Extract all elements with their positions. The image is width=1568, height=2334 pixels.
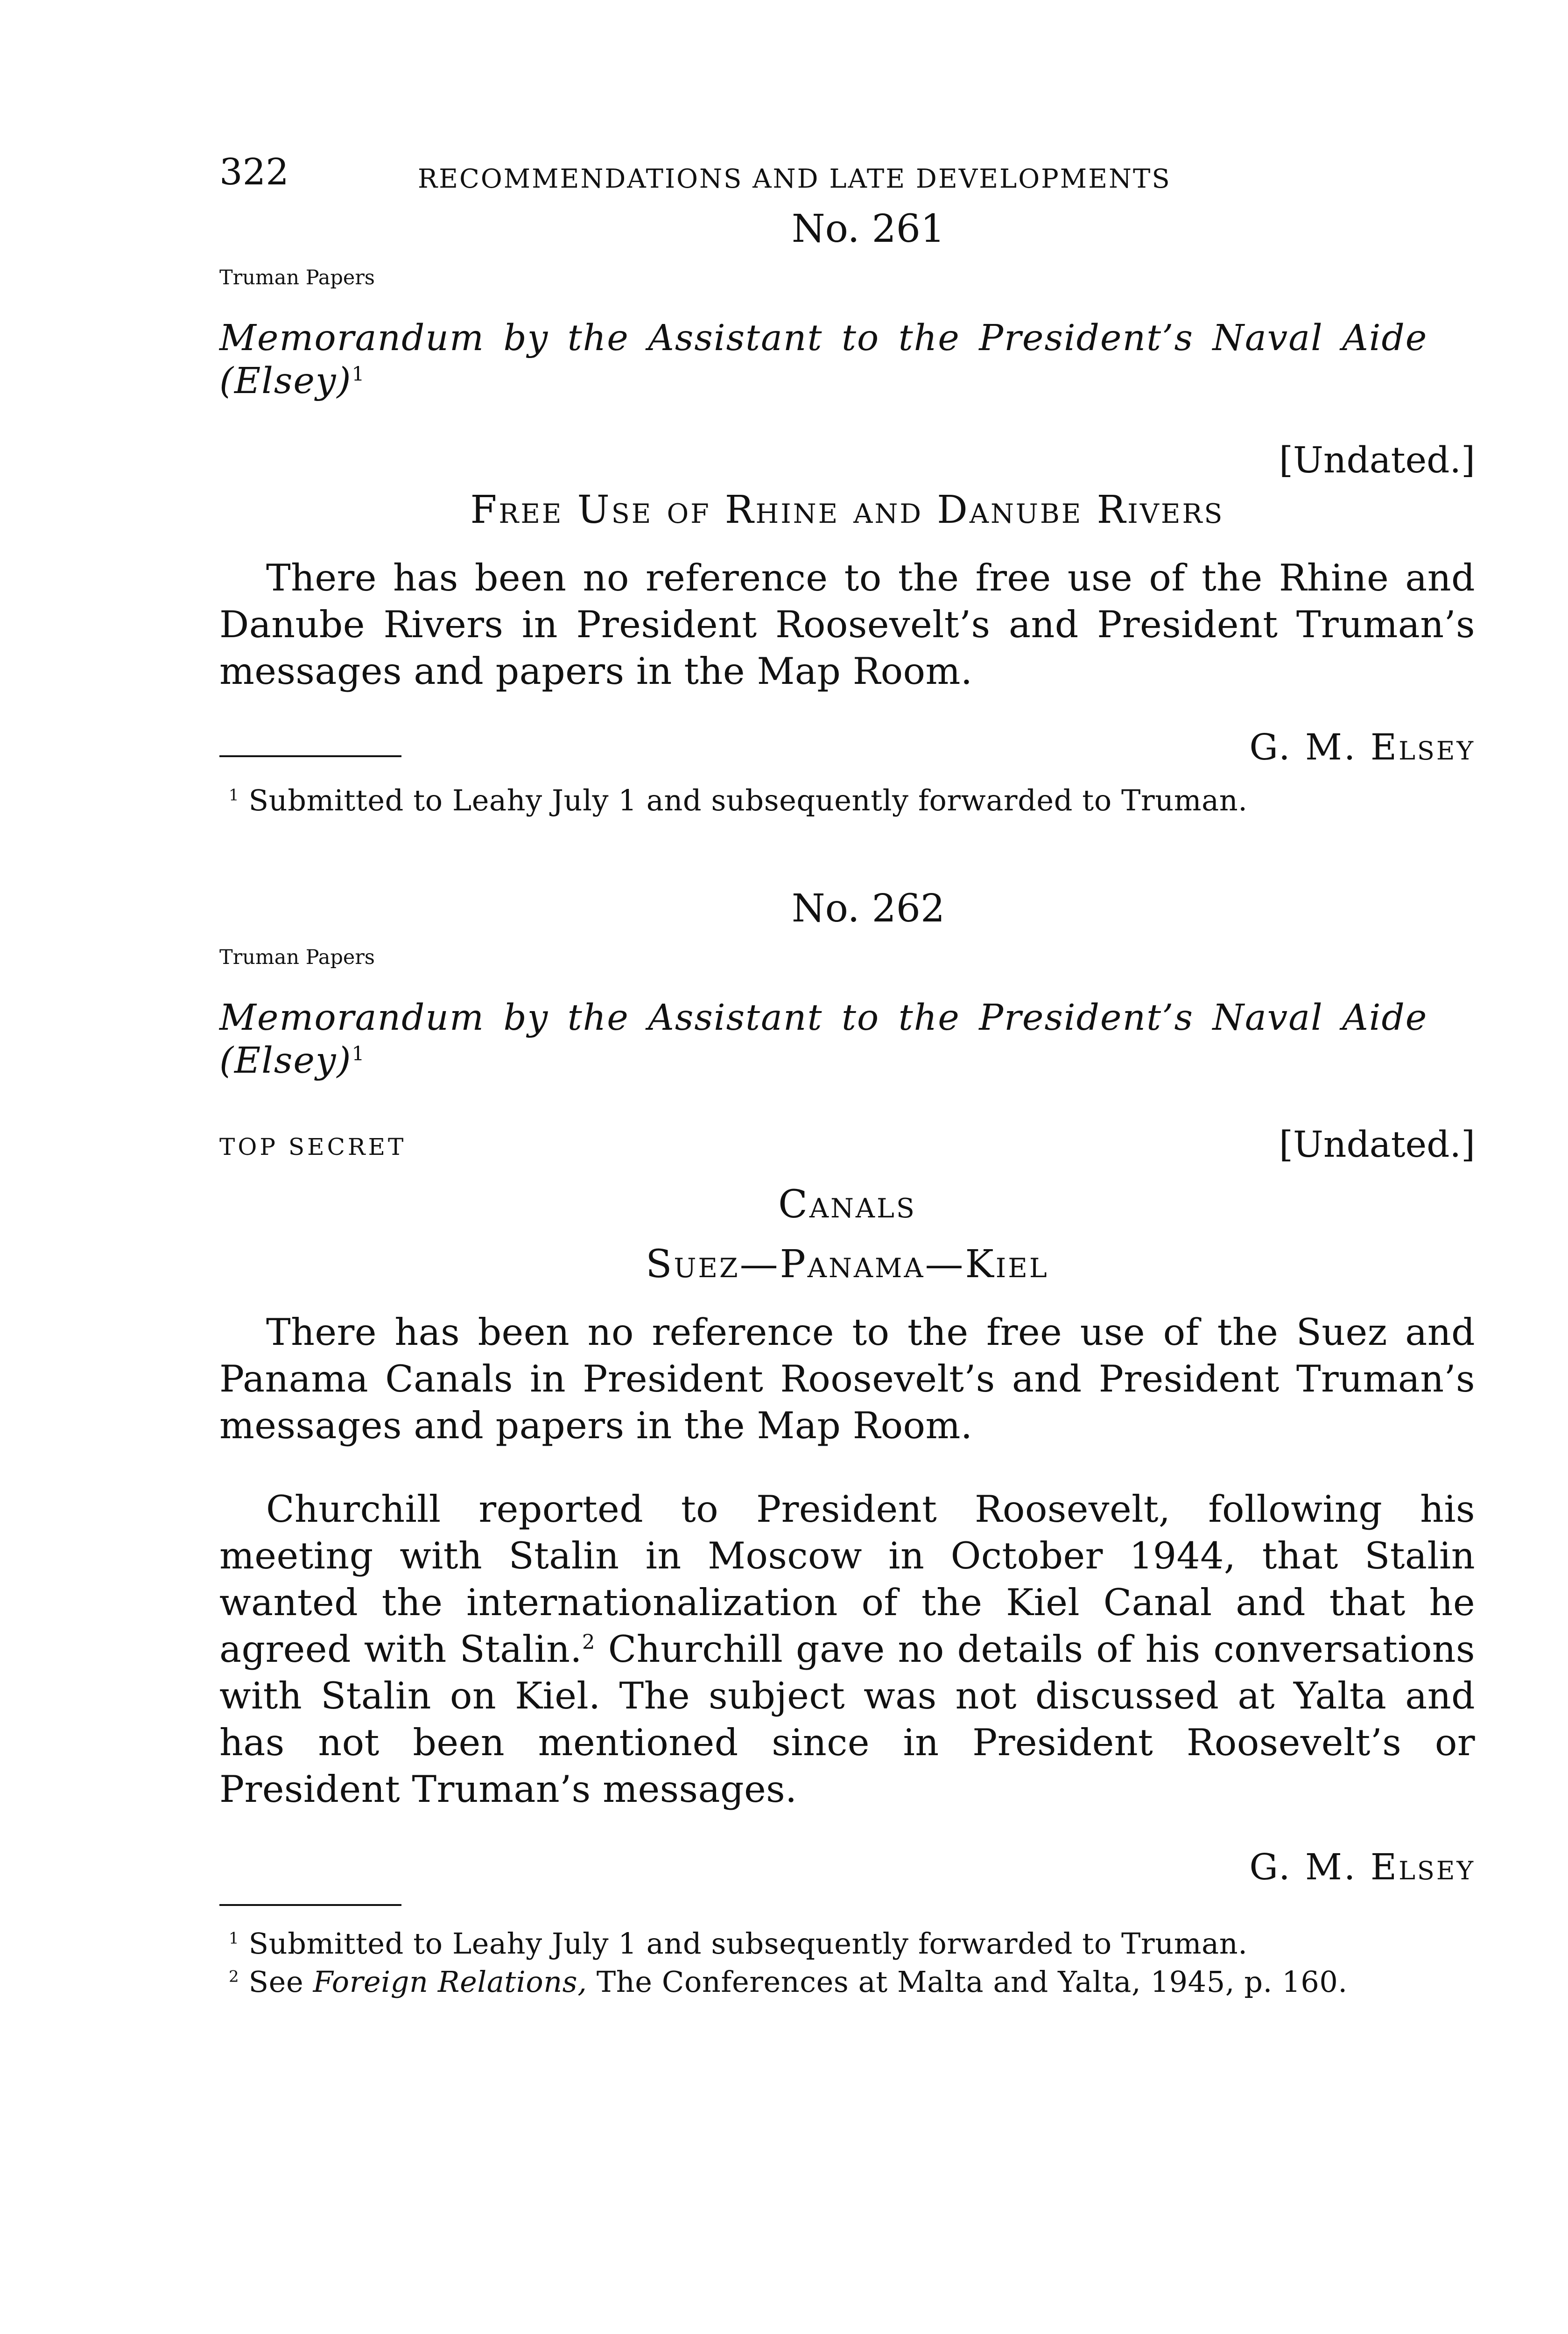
classification-label: TOP SECRET [219, 1133, 407, 1160]
date-row [219, 440, 1475, 482]
signature-name: Elsey [1370, 1846, 1475, 1888]
footnote [219, 1963, 1475, 2001]
footnote-rule [219, 755, 401, 757]
footnote [219, 781, 1475, 820]
body-paragraph: There has been no reference to the free use of the Suez and Panama Canals in President Roosevelt’s and President Truman’s messages and papers in the Map Room. [219, 1310, 1475, 1447]
footnotes [219, 1925, 1475, 2001]
body-paragraph: There has been no reference to the free use of the Rhine and Danube Rivers in President Roosevelt’s and President Truman’s messages and papers in the Map Room. [219, 556, 1475, 693]
footnote-ref: 1 [352, 1042, 366, 1065]
document-number: No. 262 [791, 886, 945, 931]
footnote-mark: 1 [229, 786, 239, 805]
document-date: [Undated.] [1279, 1124, 1475, 1166]
memo-title-text: Memorandum by the Assistant to the President’s Naval Aide (Elsey) [219, 997, 1428, 1082]
signature-initials: G. M. [1249, 1846, 1357, 1888]
page-content [219, 151, 1475, 2001]
footnote [219, 1925, 1475, 1963]
running-title: RECOMMENDATIONS AND LATE DEVELOPMENTS [418, 164, 1171, 194]
footnote-ref: 1 [352, 362, 366, 386]
signature [219, 726, 1475, 768]
document-subject: Canals [778, 1182, 916, 1227]
footnote-mark: 1 [229, 1928, 239, 1947]
footnote-ref: 2 [582, 1631, 595, 1654]
document-date: [Undated.] [1279, 439, 1475, 481]
paragraph-text: Churchill reported to President Roosevelt, following his meeting with Stalin in Moscow in October 1944, that Stalin wanted the internationalization of the Kiel Canal and that he agreed with Stalin. [219, 1487, 1475, 1671]
body-paragraph [219, 1486, 1475, 1813]
paragraph-text-cont: Churchill gave no details of his conversations with Stalin on Kiel. The subject was not discussed at Yalta and has not been mentioned since in President Roosevelt’s or President Truman’s messages. [219, 1627, 1475, 1811]
footnote-italic-title: Foreign Relations, [313, 1964, 587, 1999]
section-gap [219, 820, 1475, 890]
footnote-mark: 2 [229, 1967, 239, 1986]
memo-title-text: Memorandum by the Assistant to the President’s Naval Aide (Elsey) [219, 317, 1428, 402]
footnote-text-post: The Conferences at Malta and Yalta, 1945, p. 160. [587, 1964, 1348, 1999]
document-number: No. 261 [791, 207, 945, 251]
signature-name: Elsey [1370, 726, 1475, 768]
document-subsubject: Suez—Panama—Kiel [646, 1242, 1049, 1287]
document-262 [219, 886, 1475, 2001]
footnotes [219, 781, 1475, 820]
page-number: 322 [219, 151, 289, 193]
footnote-text: Submitted to Leahy July 1 and subsequently forwarded to Truman. [248, 783, 1248, 817]
running-head [219, 151, 1475, 210]
document-source: Truman Papers [219, 266, 375, 289]
signature [219, 1846, 1475, 1888]
document-source: Truman Papers [219, 945, 375, 969]
memo-title [219, 997, 1475, 1083]
memo-title [219, 317, 1475, 403]
document-261 [219, 207, 1475, 820]
signature-initials: G. M. [1249, 726, 1357, 768]
document-subject: Free Use of Rhine and Danube Rivers [470, 487, 1224, 532]
footnote-text-pre: See [248, 1964, 313, 1999]
footnote-text: Submitted to Leahy July 1 and subsequently forwarded to Truman. [248, 1926, 1248, 1961]
footnote-rule [219, 1904, 401, 1906]
date-row [219, 1124, 1475, 1166]
